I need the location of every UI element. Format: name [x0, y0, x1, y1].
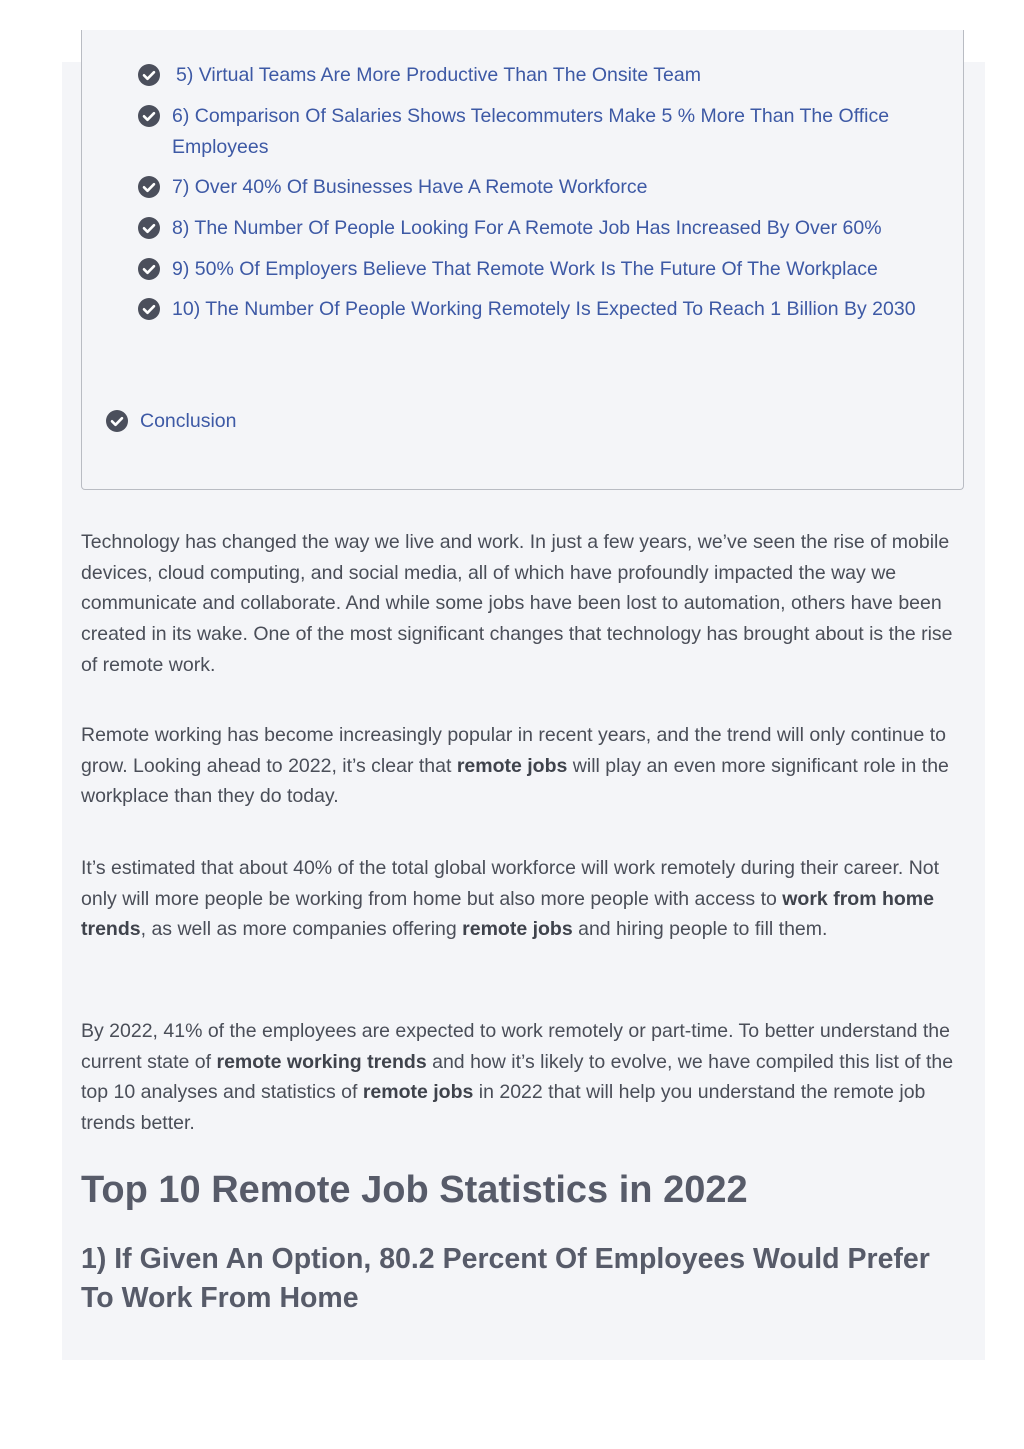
check-circle-icon: [138, 217, 160, 239]
toc-item[interactable]: [138, 294, 938, 325]
toc-link[interactable]: 6) Comparison Of Salaries Shows Telecommuters Make 5 % More Than The Office Employees: [172, 105, 890, 158]
sub-heading: 1) If Given An Option, 80.2 Percent Of Employees Would Prefer To Work From Home: [81, 1243, 930, 1314]
check-circle-icon: [138, 258, 160, 280]
check-circle-icon: [138, 298, 160, 320]
toc-item[interactable]: [138, 213, 938, 244]
toc-link[interactable]: 5) Virtual Teams Are More Productive Than The Onsite Team: [176, 64, 701, 86]
toc-item[interactable]: [138, 101, 938, 163]
paragraph: [81, 853, 967, 945]
toc-item[interactable]: [138, 172, 938, 203]
paragraph: [81, 1016, 967, 1139]
check-circle-icon: [106, 410, 128, 432]
paragraph-text: By 2022, 41% of the employees are expected to work remotely or part-time. To better understand the current state of remote working trends and how it’s likely to evolve, we have compiled this list of the top 10 analyses and statistics of remote jobs in 2022 that will help you understand the remote job trends better.: [81, 1020, 954, 1135]
keyword: remote working trends: [216, 1050, 427, 1073]
check-circle-icon: [138, 176, 160, 198]
keyword: remote jobs: [462, 918, 573, 941]
toc-link-conclusion[interactable]: Conclusion: [140, 410, 237, 432]
keyword: work from home trends: [81, 887, 934, 941]
toc-item[interactable]: [138, 60, 938, 91]
paragraph-text: It’s estimated that about 40% of the total global workforce will work remotely during their career. Not only will more people be working from home but also more people with access to work from home trends, as well as more companies offering remote jobs and hiring people to fill them.: [81, 857, 940, 941]
check-circle-icon: [138, 64, 160, 86]
toc-item-conclusion[interactable]: [106, 406, 506, 437]
toc-link[interactable]: 9) 50% Of Employers Believe That Remote Work Is The Future Of The Workplace: [172, 258, 878, 280]
paragraph-text: Technology has changed the way we live and work. In just a few years, we’ve seen the rise of mobile devices, cloud computing, and social media, all of which have profoundly impacted the way we communicate and collaborate. And while some jobs have been lost to automation, others have been created in its wake. One of the most significant changes that technology has brought about is the rise of remote work.: [81, 531, 953, 676]
toc-item[interactable]: [138, 254, 938, 285]
toc-link[interactable]: 10) The Number Of People Working Remotely Is Expected To Reach 1 Billion By 2030: [172, 298, 916, 320]
paragraph: [81, 527, 967, 681]
paragraph: [81, 720, 967, 812]
toc-link[interactable]: 8) The Number Of People Looking For A Remote Job Has Increased By Over 60%: [172, 217, 882, 239]
check-circle-icon: [138, 105, 160, 127]
keyword: remote jobs: [456, 754, 568, 777]
keyword: remote jobs: [362, 1081, 474, 1104]
paragraph-text: Remote working has become increasingly popular in recent years, and the trend will only continue to grow. Looking ahead to 2022, it’s clear that remote jobs will play an even more significant role in the workplace than they do today.: [81, 724, 949, 808]
section-heading: Top 10 Remote Job Statistics in 2022: [81, 1169, 748, 1211]
toc-link[interactable]: 7) Over 40% Of Businesses Have A Remote Workforce: [172, 176, 648, 198]
